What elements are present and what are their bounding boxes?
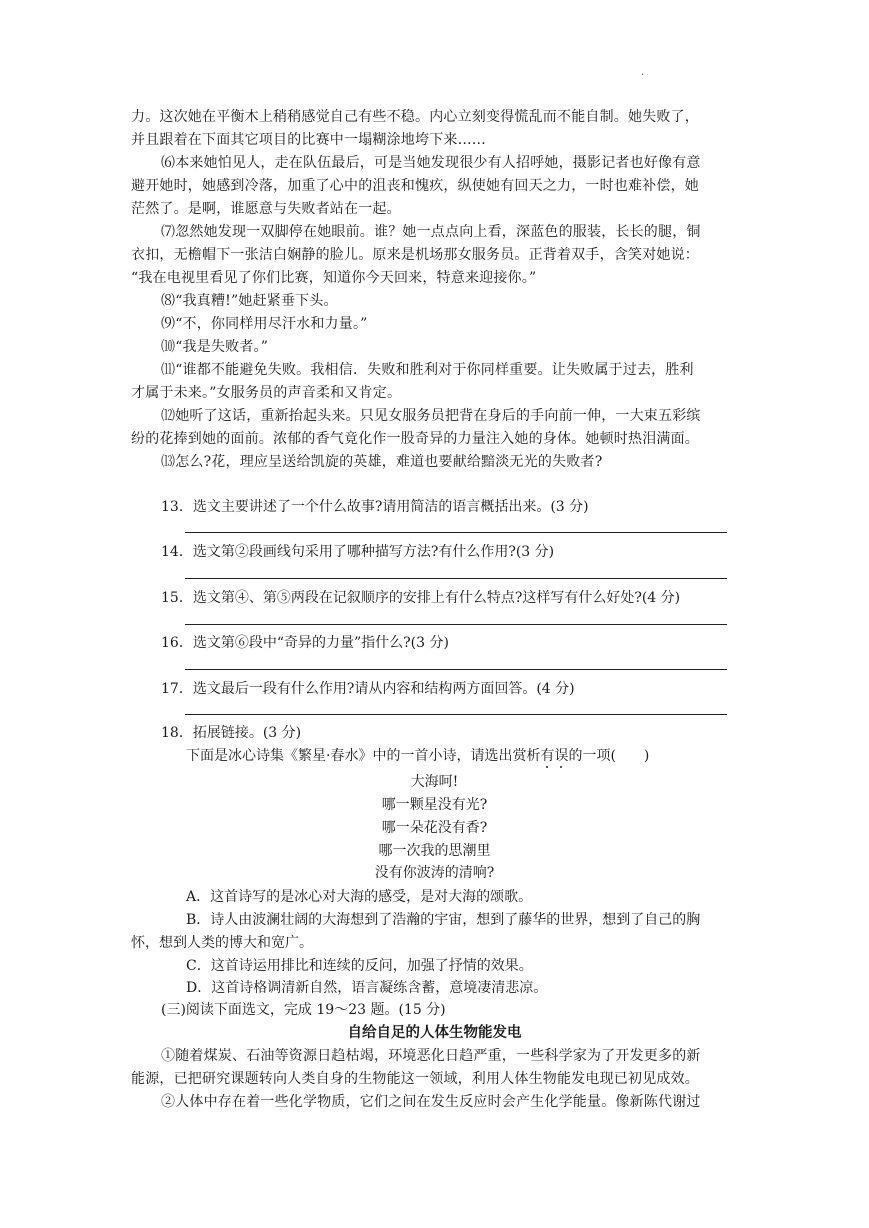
question-18-intro-text: 下面是冰心诗集《繁星·春水》中的一首小诗，请选出赏析 (186, 748, 541, 764)
answer-line-13[interactable] (185, 532, 727, 533)
question-16: 16．选文第⑥段中“奇异的力量”指什么?(3 分) (161, 635, 449, 651)
option-a[interactable]: A．这首诗写的是冰心对大海的感受，是对大海的颂歌。 (186, 889, 533, 905)
question-18: 18．拓展链接。(3 分) (161, 725, 302, 741)
answer-line-14[interactable] (185, 578, 727, 579)
story-paragraph-12-line-1: ⑿她听了这话，重新抬起头来。只见女服务员把背在身后的手向前一伸，一大束五彩缤 (161, 408, 701, 424)
option-d[interactable]: D．这首诗格调清新自然，语言凝练含蓄，意境凄清悲凉。 (186, 980, 548, 996)
emphasis-char-1: 有 (540, 748, 555, 764)
answer-bracket[interactable]: 的一项( ) (568, 748, 650, 764)
question-14: 14．选文第②段画线句采用了哪种描写方法?有什么作用?(3 分) (161, 544, 555, 560)
poem-line-5: 没有你波涛的清响? (374, 865, 495, 881)
story-paragraph-6-line-3: 茫然了。是啊，谁愿意与失败者站在一起。 (131, 201, 401, 217)
option-b-line-2[interactable]: 怀，想到人类的博大和宽广。 (131, 935, 313, 951)
story-paragraph-9: ⑼“不，你同样用尽汗水和力量。” (161, 316, 368, 332)
story-paragraph-7-line-1: ⑺忽然她发现一双脚停在她眼前。谁？她一点点向上看，深蓝色的服装，长长的腿，铜 (161, 224, 701, 240)
story-paragraph-10: ⑽“我是失败者。” (161, 339, 269, 355)
article-paragraph-2-line-1: ②人体中存在着一些化学物质，它们之间在发生反应时会产生化学能量。像新陈代谢过 (161, 1094, 701, 1110)
article-paragraph-1-line-1: ①随着煤炭、石油等资源日趋枯竭，环境恶化日趋严重，一些科学家为了开发更多的新 (161, 1048, 701, 1064)
story-paragraph-5-line-2: 并且跟着在下面其它项目的比赛中一塌糊涂地垮下来…… (131, 132, 486, 148)
story-paragraph-8: ⑻“我真糟!”她赶紧垂下头。 (161, 293, 338, 309)
answer-line-15[interactable] (185, 624, 727, 625)
story-paragraph-7-line-3: “我在电视里看见了你们比赛，知道你今天回来，特意来迎接你。” (131, 270, 537, 286)
option-b-line-1[interactable]: B．诗人由波澜壮阔的大海想到了浩瀚的宇宙，想到了藤华的世界，想到了自己的胸 (186, 912, 701, 928)
story-paragraph-6-line-1: ⑹本来她怕见人，走在队伍最后，可是当她发现很少有人招呼她，摄影记者也好像有意 (161, 155, 701, 171)
story-paragraph-5-line-1: 力。这次她在平衡木上稍稍感觉自己有些不稳。内心立刻变得慌乱而不能自制。她失败了， (131, 109, 699, 125)
answer-line-17[interactable] (185, 714, 727, 715)
emphasis-char-2: 误 (554, 748, 569, 764)
answer-line-16[interactable] (185, 669, 727, 670)
story-paragraph-13: ⒀怎么?花，理应呈送给凯旋的英雄，难道也要献给黯淡无光的失败者? (161, 454, 603, 470)
poem-line-1: 大海呵! (410, 774, 459, 790)
question-15: 15．选文第④、第⑤两段在记叙顺序的安排上有什么特点?这样写有什么好处?(4 分) (161, 590, 681, 606)
story-paragraph-11-line-1: ⑾“谁都不能避免失败。我相信．失败和胜利对于你同样重要。让失败属于过去，胜利 (161, 362, 694, 378)
question-17: 17．选文最后一段有什么作用?请从内容和结构两方面回答。(4 分) (161, 681, 575, 697)
poem-line-4: 哪一次我的思潮里 (378, 843, 491, 859)
article-paragraph-1-line-2: 能源，已把研究课题转向人类自身的生物能这一领域，利用人体生物能发电现已初见成效。 (131, 1071, 699, 1087)
poem-line-2: 哪一颗星没有光? (381, 797, 488, 813)
story-paragraph-6-line-2: 避开她时，她感到冷落，加重了心中的沮丧和愧疚，纵使她有回天之力，一时也难补偿，她 (131, 178, 699, 194)
story-paragraph-7-line-2: 衣扣，无檐帽下一张洁白娴静的脸儿。原来是机场那女服务员。正背着双手，含笑对她说： (131, 247, 699, 263)
article-title: 自给自足的人体生物能发电 (347, 1025, 522, 1041)
section-3-heading: (三)阅读下面选文，完成 19～23 题。(15 分) (161, 1002, 446, 1018)
story-paragraph-12-line-2: 纷的花捧到她的面前。浓郁的香气竟化作一股奇异的力量注入她的身体。她顿时热泪满面。 (131, 431, 699, 447)
question-18-intro (186, 745, 649, 767)
option-c[interactable]: C．这首诗运用排比和连续的反问，加强了抒情的效果。 (186, 958, 533, 974)
story-paragraph-11-line-2: 才属于未来。”女服务员的声音柔和又肯定。 (131, 385, 402, 401)
page-mark: · (641, 70, 645, 81)
poem-line-3: 哪一朵花没有香? (381, 820, 488, 836)
question-13: 13．选文主要讲述了一个什么故事?请用简洁的语言概括出来。(3 分) (161, 499, 589, 515)
